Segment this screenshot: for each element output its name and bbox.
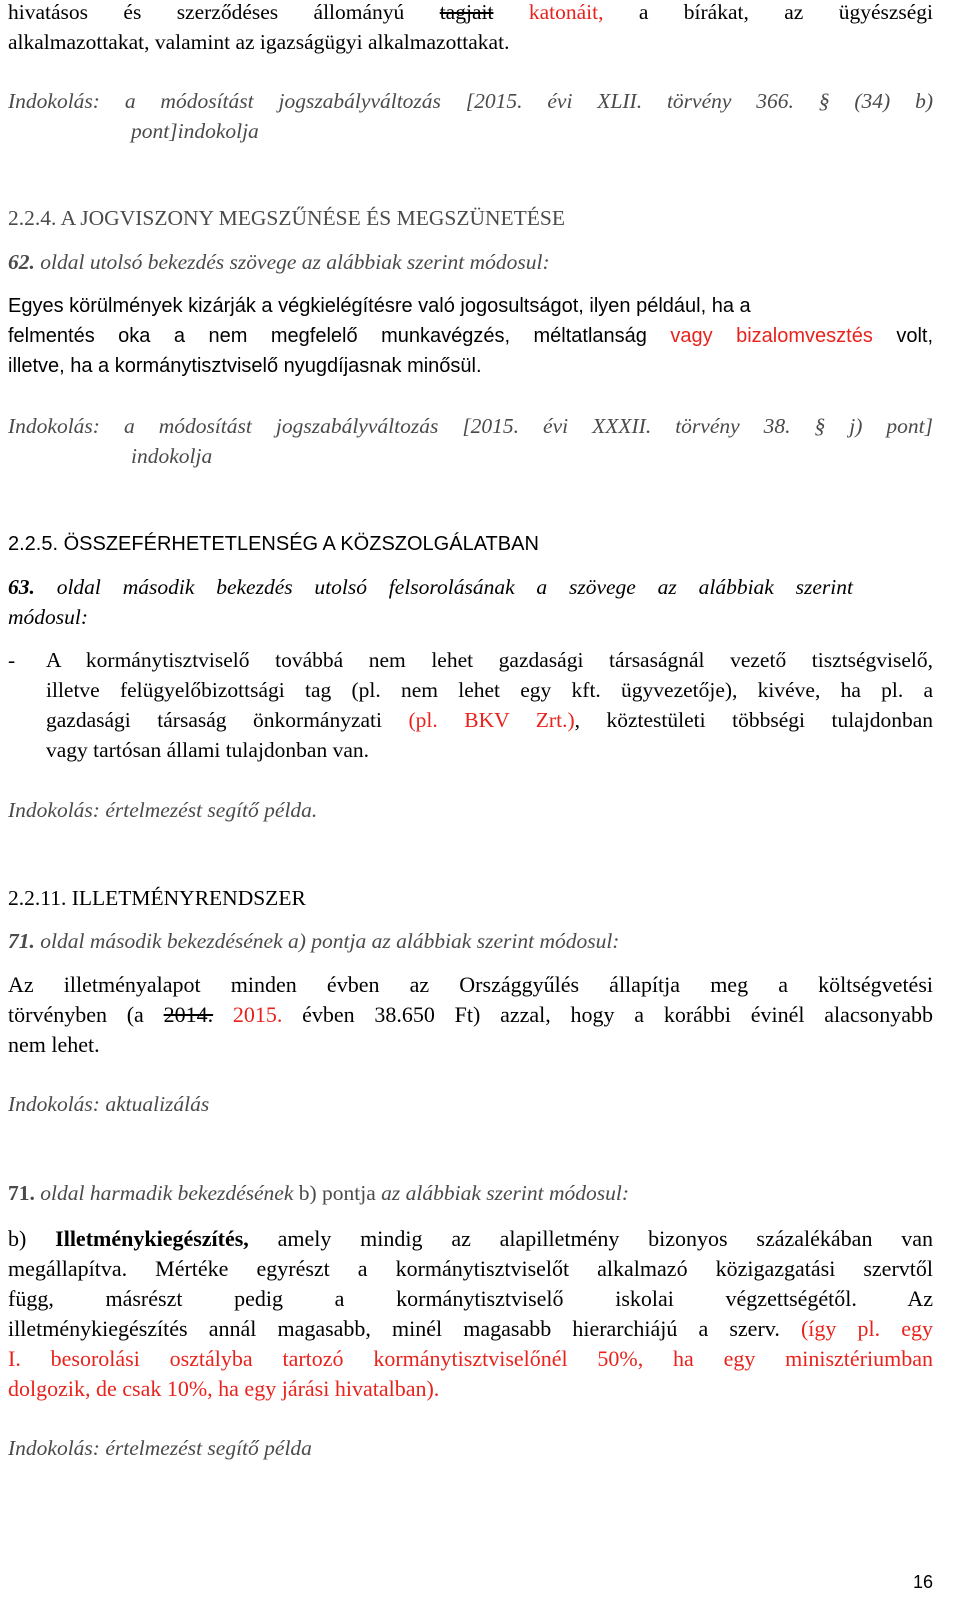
inserted-line: dolgozik, de csak 10%, ha egy járási hivatalban). [8, 1376, 440, 1401]
page-number: 16 [913, 1572, 934, 1592]
section-heading: 2.2.5. ÖSSZEFÉRHETETLENSÉG A KÖZSZOLGÁLATBAN [8, 533, 539, 555]
page-ref: 71. [8, 929, 35, 953]
paragraph-line [8, 325, 933, 348]
justification-line: Indokolás: értelmezést segítő példa [8, 1436, 312, 1460]
page-ref: 63. [8, 575, 35, 599]
term-bold: Illetménykiegészítés, [55, 1226, 249, 1251]
text-span: illetménykiegészítés annál magasabb, minél magasabb hierarchiájú a szerv. [8, 1316, 780, 1341]
instruction-text: oldal harmadik bekezdésének [40, 1181, 294, 1205]
text-span: volt, [896, 325, 934, 347]
change-instruction [8, 1181, 629, 1206]
text-span: évben 38.650 Ft) azzal, hogy a korábbi évinél alacsonyabb [302, 1002, 934, 1027]
list-line: vagy tartósan állami tulajdonban van. [46, 738, 370, 762]
text-span: törvényben (a [8, 1002, 144, 1027]
inserted-line: I. besorolási osztályba tartozó kormánytisztviselőnél 50%, ha egy minisztériumban [8, 1346, 933, 1371]
section-heading: 2.2.11. ILLETMÉNYRENDSZER [8, 886, 306, 910]
inserted-text: vagy bizalomvesztés [670, 325, 873, 347]
justification-line: Indokolás: a módosítást jogszabályváltozás [2015. évi XLII. törvény 366. § (34) b) [8, 89, 933, 113]
text-span: amely mindig az alapilletmény bizonyos százalékában van [277, 1226, 934, 1251]
instruction-text: oldal második bekezdésének a) pontja az alábbiak szerint módosul: [40, 929, 620, 953]
text-span: b) [8, 1226, 27, 1251]
change-instruction [8, 575, 853, 600]
justification-line: indokolja [131, 444, 213, 468]
instruction-text: b) pontja [298, 1181, 376, 1205]
page-ref: 62. [8, 250, 35, 274]
instruction-text: oldal utolsó bekezdés szövege az alábbiak szerint módosul: [40, 250, 550, 274]
paragraph-line: Az illetményalapot minden évben az Országgyűlés állapítja meg a költségvetési [8, 972, 933, 997]
inserted-text: katonáit, [528, 0, 604, 24]
page-ref: 71. [8, 1181, 35, 1205]
list-dash: - [8, 648, 16, 672]
text-span: , köztestületi többségi tulajdonban [574, 708, 933, 732]
text-span: hivatásos és szerződéses állományú [8, 0, 405, 24]
list-line [46, 708, 933, 733]
list-line: A kormánytisztviselő továbbá nem lehet gazdasági társaságnál vezető tisztségviselő, [46, 648, 933, 672]
deleted-text: 2014. [163, 1002, 214, 1027]
change-instruction [8, 929, 619, 954]
paragraph-line [8, 1226, 933, 1252]
paragraph-line: függ, másrészt pedig a kormánytisztviselő iskolai végzettségétől. Az [8, 1286, 933, 1311]
text-span: felmentés oka a nem megfelelő munkavégzés, méltatlanság [8, 325, 647, 347]
paragraph-line [8, 1316, 933, 1342]
section-heading: 2.2.4. A JOGVISZONY MEGSZŰNÉSE ÉS MEGSZÜNETÉSE [8, 206, 566, 230]
instruction-text: az alábbiak szerint módosul: [381, 1181, 630, 1205]
paragraph-line: Egyes körülmények kizárják a végkielégítésre való jogosultságot, ilyen például, ha a [8, 295, 751, 317]
justification-line: Indokolás: aktualizálás [8, 1092, 210, 1116]
paragraph-line: illetve, ha a kormánytisztviselő nyugdíjasnak minősül. [8, 355, 482, 377]
text-span: gazdasági társaság önkormányzati [46, 708, 382, 732]
justification-line: Indokolás: értelmezést segítő példa. [8, 798, 318, 822]
paragraph-line: alkalmazottakat, valamint az igazságügyi alkalmazottakat. [8, 30, 510, 54]
inserted-text: (pl. BKV Zrt.) [408, 708, 575, 732]
paragraph-line [8, 1002, 933, 1028]
paragraph-line: nem lehet. [8, 1032, 100, 1057]
justification-line: Indokolás: a módosítást jogszabályváltozás [2015. évi XXXII. törvény 38. § j) pont] [8, 414, 933, 438]
deleted-text: tagjait [439, 0, 494, 24]
inserted-text: 2015. [232, 1002, 283, 1027]
inserted-text: (így pl. egy [800, 1316, 933, 1341]
list-line: illetve felügyelőbizottsági tag (pl. nem lehet egy kft. ügyvezetője), kivéve, ha pl. a [46, 678, 933, 702]
change-instruction: módosul: [8, 605, 89, 629]
text-span: a bírákat, az ügyészségi [638, 0, 934, 24]
instruction-text: oldal második bekezdés utolsó felsorolásának a szövege az alábbiak szerint [56, 575, 854, 599]
justification-line: pont]indokolja [131, 119, 259, 143]
paragraph-line [8, 0, 933, 25]
paragraph-line: megállapítva. Mértéke egyrészt a kormánytisztviselőt alkalmazó közigazgatási szervtől [8, 1256, 933, 1281]
change-instruction [8, 250, 550, 275]
